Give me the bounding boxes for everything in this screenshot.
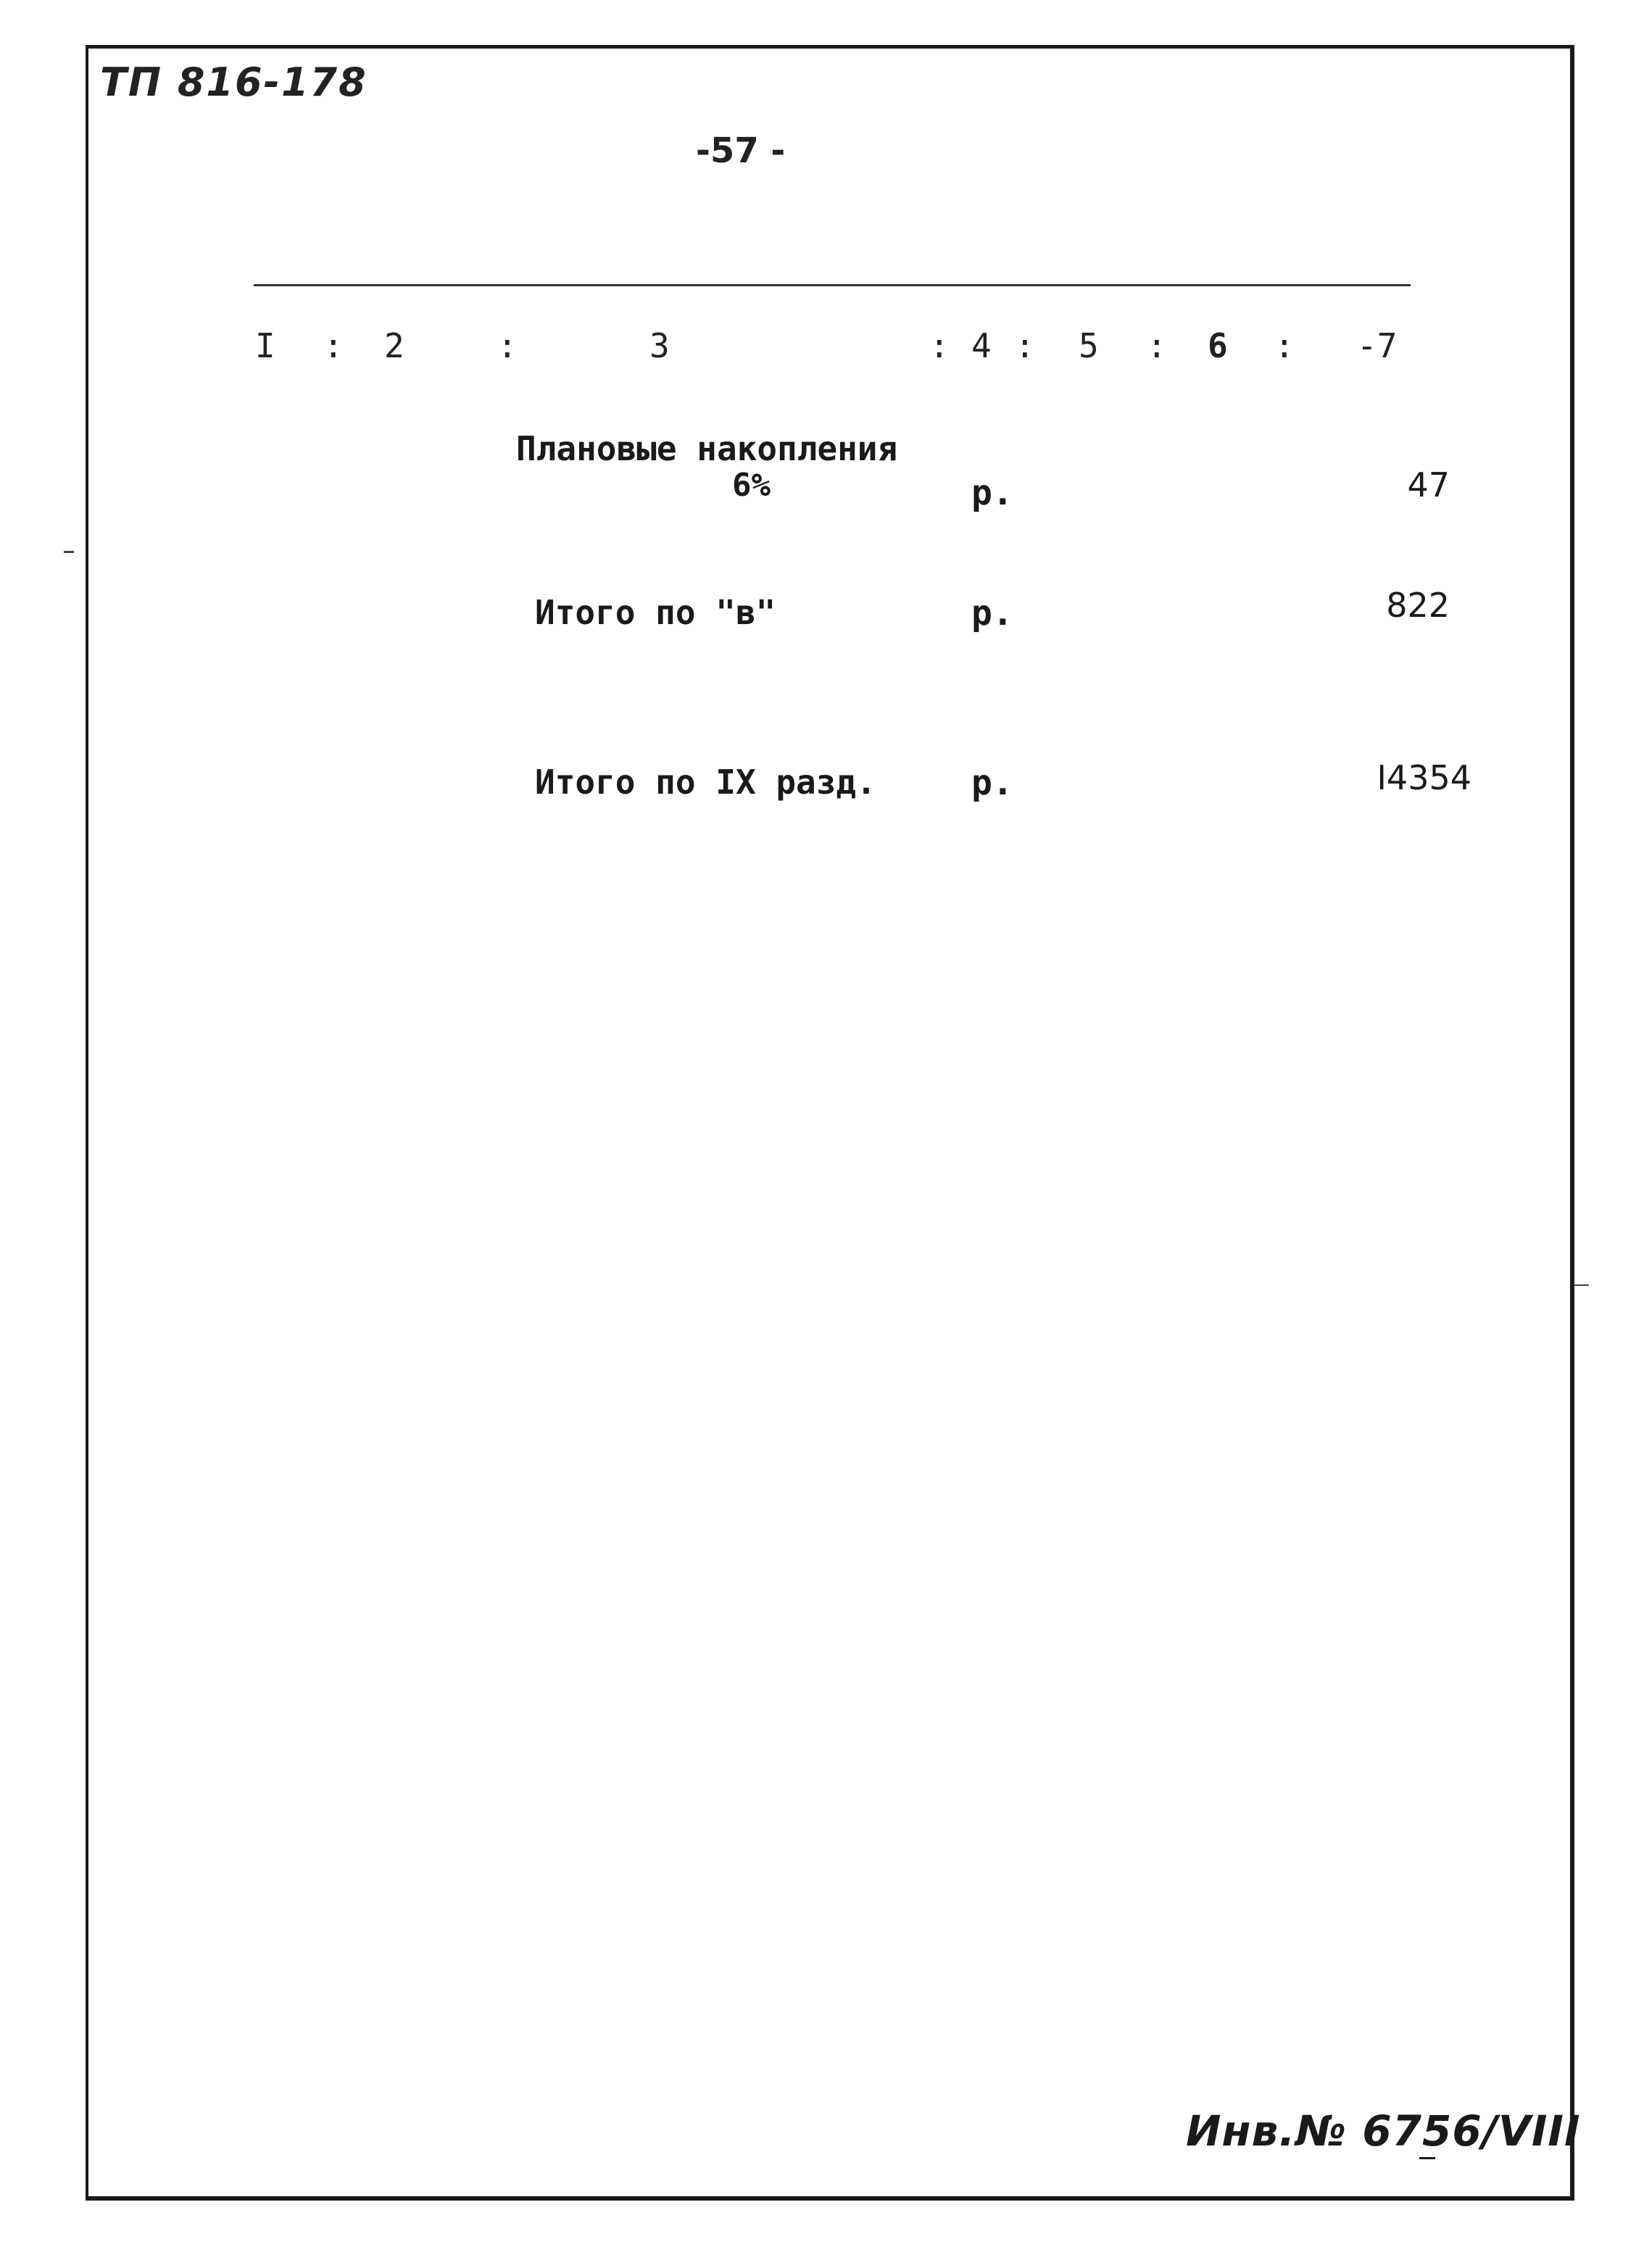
- row-unit: р.: [971, 473, 1013, 513]
- column-separator: :: [1274, 326, 1295, 365]
- column-separator: :: [1147, 326, 1167, 365]
- row-amount: I4354: [1377, 758, 1471, 797]
- row-amount: 822: [1386, 586, 1450, 625]
- row-amount: 47: [1407, 465, 1450, 504]
- column-number-7: -7: [1357, 326, 1398, 365]
- inventory-stamp: Инв.№ 6756/VIII: [1186, 2106, 1581, 2156]
- row-label-total-section-ix: Итого по IX разд.: [535, 763, 876, 802]
- document-code: ТП 816-178: [100, 59, 368, 105]
- margin-mark-right: [1574, 1284, 1589, 1286]
- column-separator: :: [929, 326, 950, 365]
- column-number-4: 4: [971, 326, 992, 365]
- column-number-6: 6: [1208, 326, 1228, 365]
- row-unit: р.: [971, 763, 1013, 803]
- table-header-rule: [254, 284, 1411, 286]
- row-sub-percent: 6%: [732, 467, 771, 504]
- column-separator: :: [323, 326, 344, 365]
- page-number: -57 -: [696, 130, 786, 171]
- column-number-3: 3: [649, 326, 670, 365]
- column-separator: :: [1015, 326, 1035, 365]
- column-number-1: I: [255, 326, 275, 365]
- page-frame: [86, 45, 1574, 2201]
- column-separator: :: [497, 326, 518, 365]
- stamp-underline: [1419, 2157, 1435, 2159]
- row-unit: р.: [971, 593, 1013, 634]
- margin-mark: [64, 551, 74, 553]
- row-label-planned-savings: Плановые накопления: [516, 429, 898, 468]
- column-number-2: 2: [384, 326, 404, 365]
- row-label-total-v: Итого по "в": [535, 593, 776, 632]
- column-number-5: 5: [1079, 326, 1099, 365]
